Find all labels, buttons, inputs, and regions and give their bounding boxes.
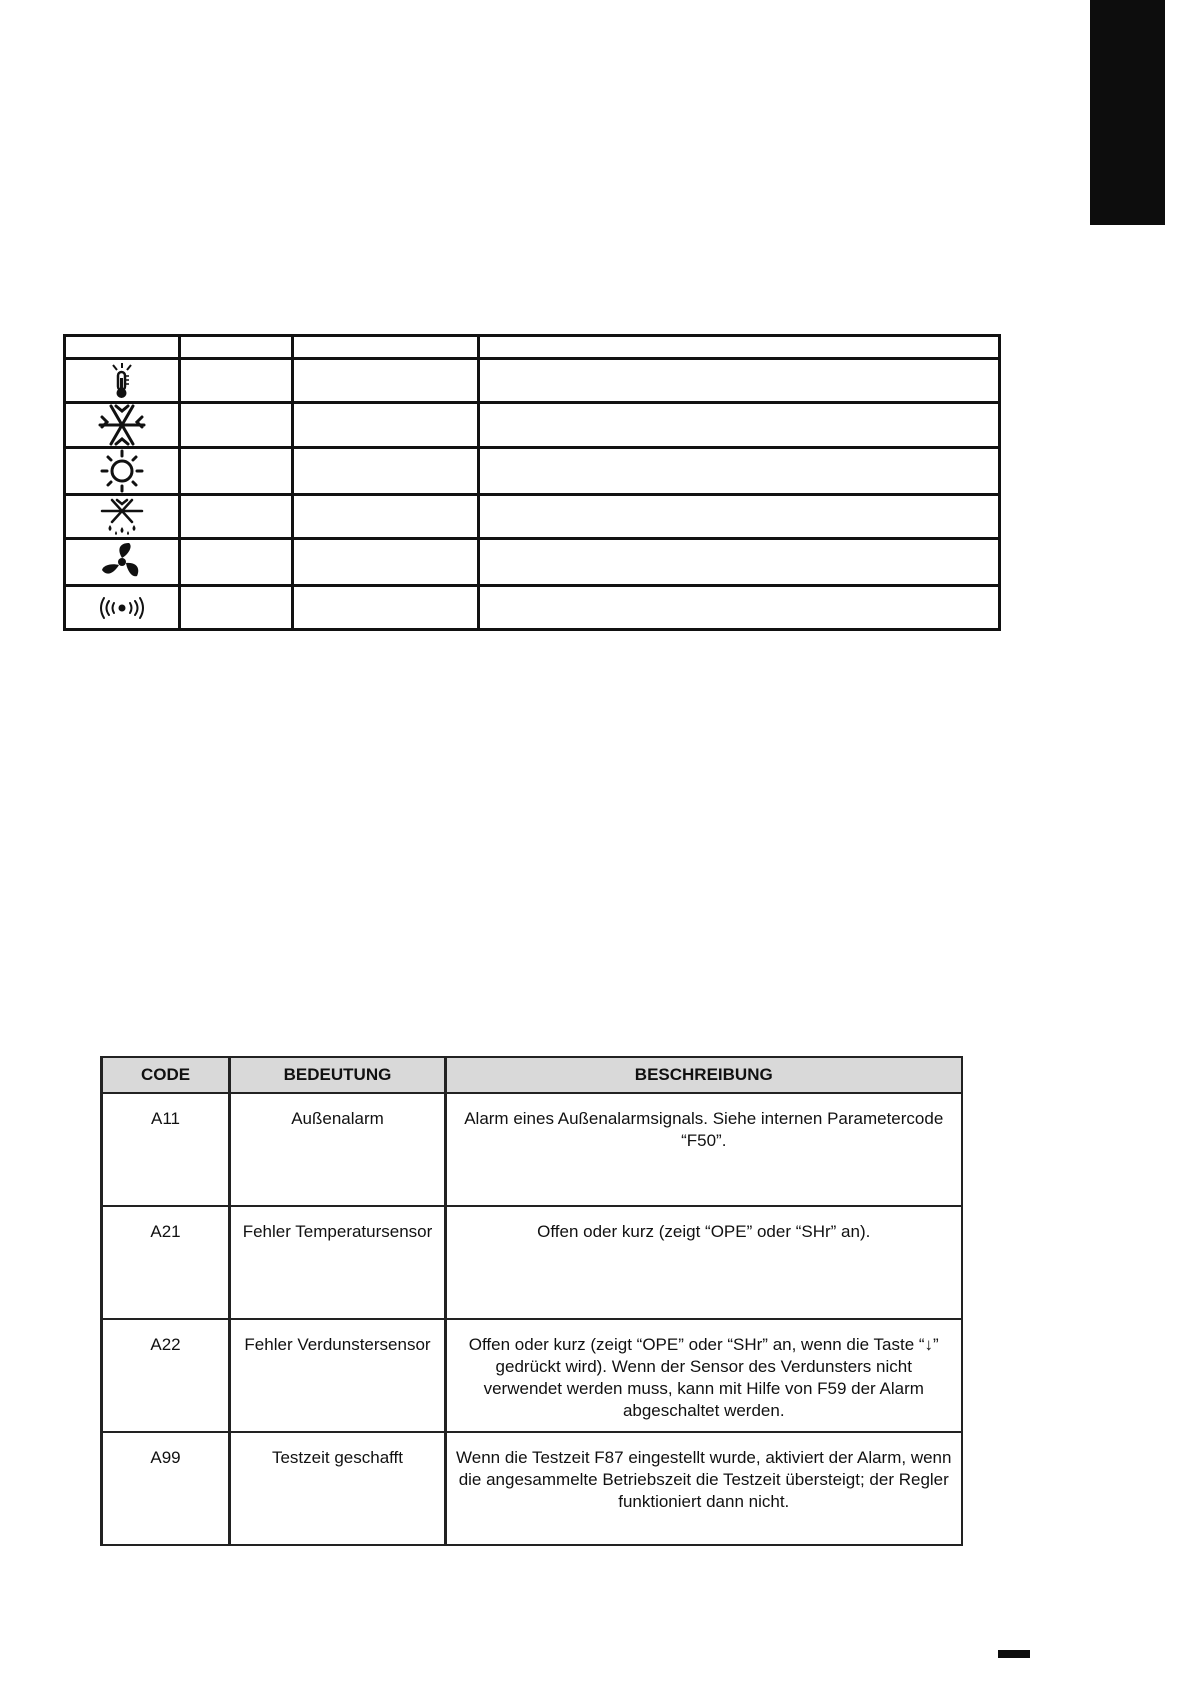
icon-table-cell bbox=[180, 359, 293, 403]
alarm-code-table bbox=[100, 1056, 963, 1546]
icon-table-cell bbox=[293, 448, 479, 495]
icon-cell bbox=[65, 539, 180, 586]
icon-cell bbox=[65, 359, 180, 403]
thermometer-icon bbox=[108, 362, 136, 400]
icon-table-header-cell bbox=[479, 336, 1000, 359]
alarm-description: Offen oder kurz (zeigt “OPE” oder “SHr” an). bbox=[446, 1206, 962, 1319]
icon-cell bbox=[65, 495, 180, 539]
icon-table-cell bbox=[180, 403, 293, 448]
icon-cell bbox=[65, 448, 180, 495]
alarm-meaning: Fehler Verdunstersensor bbox=[230, 1319, 446, 1432]
icon-table-header-cell bbox=[180, 336, 293, 359]
alarm-code: A22 bbox=[102, 1319, 230, 1432]
icon-table-header-cell bbox=[65, 336, 180, 359]
icon-table-cell bbox=[293, 586, 479, 630]
sun-icon bbox=[99, 449, 145, 493]
icon-table-cell bbox=[479, 448, 1000, 495]
icon-table-cell bbox=[180, 495, 293, 539]
icon-cell bbox=[65, 586, 180, 630]
alarm-meaning: Testzeit geschafft bbox=[230, 1432, 446, 1545]
alarm-row bbox=[102, 1093, 962, 1206]
alarm-description: Wenn die Testzeit F87 eingestellt wurde, aktiviert der Alarm, wenn die angesammelte Betriebszeit die Testzeit übersteigt; der Regler funktioniert dann nicht. bbox=[446, 1432, 962, 1545]
header-meaning: BEDEUTUNG bbox=[230, 1057, 446, 1093]
icon-table-row bbox=[65, 495, 1000, 539]
icon-table-cell bbox=[293, 539, 479, 586]
alarm-meaning: Fehler Temperatursensor bbox=[230, 1206, 446, 1319]
alarm-description: Offen oder kurz (zeigt “OPE” oder “SHr” an, wenn die Taste “↓” gedrückt wird). Wenn der Sensor des Verdunsters nicht verwendet werden muss, kann mit Hilfe von F59 der Alarm abgeschaltet werden. bbox=[446, 1319, 962, 1432]
icon-cell bbox=[65, 403, 180, 448]
icon-table-cell bbox=[479, 586, 1000, 630]
icon-table-row bbox=[65, 359, 1000, 403]
icon-table-cell bbox=[293, 495, 479, 539]
language-tab-marker bbox=[1090, 0, 1165, 225]
alarm-row bbox=[102, 1319, 962, 1432]
icon-table-cell bbox=[180, 539, 293, 586]
fan-icon bbox=[99, 540, 145, 584]
alarm-code: A21 bbox=[102, 1206, 230, 1319]
icon-table-row bbox=[65, 448, 1000, 495]
alarm-row bbox=[102, 1206, 962, 1319]
icon-table-cell bbox=[293, 359, 479, 403]
icon-table-row bbox=[65, 586, 1000, 630]
header-code: CODE bbox=[102, 1057, 230, 1093]
icon-table-cell bbox=[180, 448, 293, 495]
defrost-icon bbox=[98, 498, 146, 536]
alarm-broadcast-icon bbox=[95, 593, 149, 623]
icon-table-cell bbox=[479, 495, 1000, 539]
icon-table-cell bbox=[479, 359, 1000, 403]
icon-table-cell bbox=[180, 586, 293, 630]
alarm-table-header-row bbox=[102, 1057, 962, 1093]
alarm-row bbox=[102, 1432, 962, 1545]
alarm-meaning: Außenalarm bbox=[230, 1093, 446, 1206]
icon-table-cell bbox=[293, 403, 479, 448]
icon-table-row bbox=[65, 403, 1000, 448]
header-description: BESCHREIBUNG bbox=[446, 1057, 962, 1093]
snowflake-icon bbox=[98, 404, 146, 446]
icon-table-row bbox=[65, 539, 1000, 586]
indicator-icon-table bbox=[63, 334, 1001, 631]
alarm-code: A99 bbox=[102, 1432, 230, 1545]
page-footer-mark bbox=[998, 1650, 1030, 1658]
alarm-code: A11 bbox=[102, 1093, 230, 1206]
icon-table-header-cell bbox=[293, 336, 479, 359]
icon-table-cell bbox=[479, 539, 1000, 586]
icon-table-header-row bbox=[65, 336, 1000, 359]
icon-table-cell bbox=[479, 403, 1000, 448]
alarm-description: Alarm eines Außenalarmsignals. Siehe internen Parametercode “F50”. bbox=[446, 1093, 962, 1206]
